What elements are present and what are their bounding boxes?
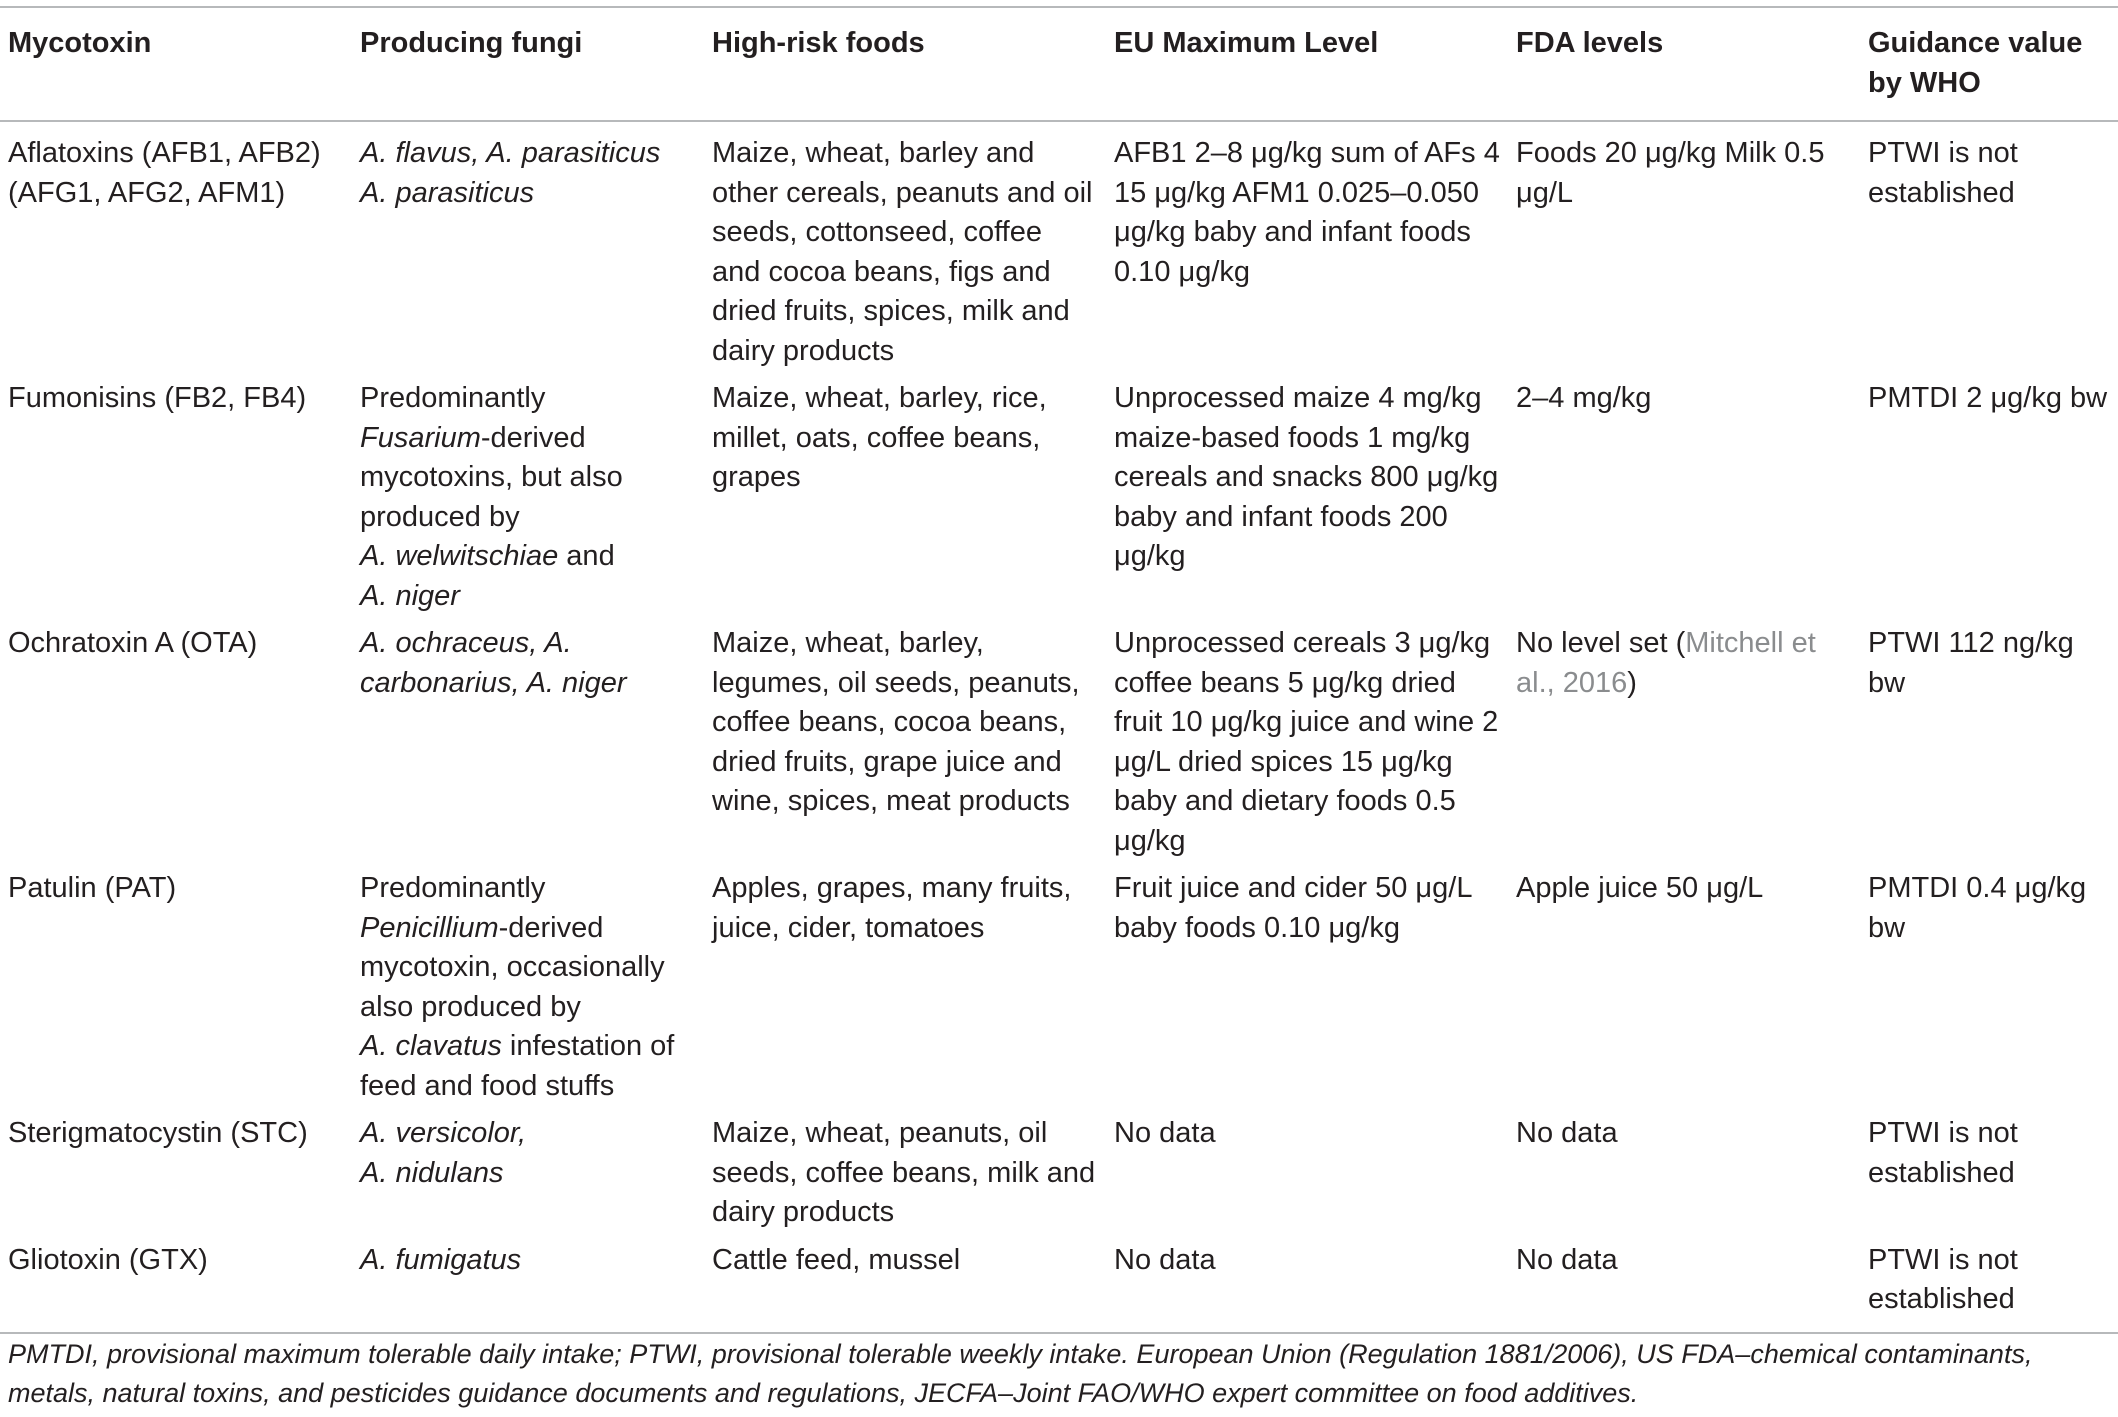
fungi-text: and: [558, 540, 615, 572]
table-row: [0, 375, 2118, 620]
high-risk-foods-cell: Maize, wheat, peanuts, oil seeds, coffee beans, milk and dairy products: [712, 1117, 1096, 1228]
eu-maximum-level-cell: No data: [1106, 1237, 1508, 1333]
who-guidance-cell: PMTDI 2 μg/kg bw: [1868, 382, 2108, 414]
fda-levels-cell: Foods 20 μg/kg Milk 0.5 μg/L: [1516, 137, 1825, 209]
fungi-text: Predominantly: [360, 872, 546, 904]
fda-text: ): [1627, 666, 1637, 699]
eu-maximum-level-cell: Unprocessed maize 4 mg/kg maize-based foods 1 mg/kg cereals and snacks 800 μg/kg baby and infant foods 200 μg/kg: [1114, 382, 1499, 572]
header-who-guidance: Guidance value by WHO: [1860, 7, 2118, 121]
fungi-species: A. welwitschiae: [360, 540, 559, 572]
eu-maximum-level-cell: AFB1 2–8 μg/kg sum of AFs 4 15 μg/kg AFM1 0.025–0.050 μg/kg baby and infant foods 0.10 μg/kg: [1114, 137, 1500, 288]
mycotoxin-cell: Gliotoxin (GTX): [0, 1237, 352, 1333]
who-guidance-cell: PTWI 112 ng/kg bw: [1868, 627, 2074, 699]
high-risk-foods-cell: Apples, grapes, many fruits, juice, cider, tomatoes: [712, 872, 1072, 944]
footnote-line: metals, natural toxins, and pesticides guidance documents and regulations, JECFA–Joint FAO/WHO expert committee on food additives.: [8, 1378, 1639, 1408]
producing-fungi-cell: [352, 375, 704, 620]
fda-text: No level set (: [1516, 627, 1686, 659]
fungi-line: A. fumigatus: [360, 1243, 522, 1276]
table-row: [0, 1110, 2118, 1237]
footnote-line: PMTDI, provisional maximum tolerable daily intake; PTWI, provisional tolerable weekly intake. European Union (Regulation 1881/2006), US FDA–chemical contaminants,: [8, 1339, 2033, 1369]
fungi-line: A. versicolor,: [360, 1117, 526, 1149]
fungi-line: A. flavus, A. parasiticus: [360, 137, 661, 169]
table-row: [0, 865, 2118, 1110]
high-risk-foods-cell: Maize, wheat, barley, rice, millet, oats, coffee beans, grapes: [712, 382, 1047, 493]
table-row: [0, 121, 2118, 375]
high-risk-foods-cell: Cattle feed, mussel: [704, 1237, 1106, 1333]
fungi-line: [360, 909, 696, 1028]
fungi-text: -derived mycotoxins, but also produced by: [360, 421, 623, 533]
fda-levels-cell: No data: [1508, 1237, 1860, 1333]
high-risk-foods-cell: Maize, wheat, barley, legumes, oil seeds, peanuts, coffee beans, cocoa beans, dried fruits, grape juice and wine, spices, meat products: [712, 627, 1080, 817]
producing-fungi-cell: [352, 121, 704, 375]
eu-maximum-level-cell: No data: [1114, 1117, 1216, 1149]
fungi-text: infestation of feed and food stuffs: [360, 1030, 675, 1102]
fda-levels-cell: [1508, 620, 1860, 865]
mycotoxin-cell: Patulin (PAT): [8, 872, 177, 904]
mycotoxin-cell: Aflatoxins (AFB1, AFB2) (AFG1, AFG2, AFM1): [8, 137, 321, 209]
producing-fungi-cell: [352, 1110, 704, 1237]
table-footnote: [8, 1335, 2108, 1413]
header-fda-levels: FDA levels: [1508, 7, 1860, 121]
header-high-risk-foods: High-risk foods: [704, 7, 1106, 121]
who-guidance-cell: PTWI is not established: [1868, 1117, 2018, 1189]
producing-fungi-cell: [352, 620, 704, 865]
citation-link[interactable]: Mitchell et al., 2016: [1516, 627, 1816, 699]
fda-levels-cell: No data: [1516, 1117, 1618, 1149]
fungi-line: A. parasiticus: [360, 176, 535, 209]
producing-fungi-cell: [352, 1237, 704, 1333]
who-guidance-cell: PTWI is not established: [1868, 137, 2018, 209]
mycotoxin-cell: Sterigmatocystin (STC): [8, 1117, 308, 1149]
mycotoxin-table: [0, 6, 2118, 1334]
header-producing-fungi: Producing fungi: [352, 7, 704, 121]
table-row: [0, 1237, 2118, 1333]
header-eu-maximum-level: EU Maximum Level: [1106, 7, 1508, 121]
fungi-line: A. ochraceus, A. carbonarius, A. niger: [360, 627, 627, 699]
fungi-line: A. nidulans: [360, 1156, 504, 1189]
fda-levels-cell: 2–4 mg/kg: [1516, 382, 1652, 414]
fungi-line: [360, 1027, 696, 1106]
producing-fungi-cell: [352, 865, 704, 1110]
eu-maximum-level-cell: Fruit juice and cider 50 μg/L baby foods 0.10 μg/kg: [1114, 872, 1472, 944]
fungi-line: [360, 419, 696, 538]
fungi-line: [360, 537, 696, 577]
high-risk-foods-cell: Maize, wheat, barley and other cereals, peanuts and oil seeds, cottonseed, coffee and cocoa beans, figs and dried fruits, spices, milk and dairy products: [712, 137, 1093, 367]
fungi-genus: Penicillium: [360, 911, 499, 944]
fungi-species: A. niger: [360, 579, 460, 612]
fungi-genus: Fusarium: [360, 421, 481, 454]
fungi-text: -derived mycotoxin, occasionally also produced by: [360, 911, 665, 1023]
eu-maximum-level-cell: Unprocessed cereals 3 μg/kg coffee beans 5 μg/kg dried fruit 10 μg/kg juice and wine 2 μg/L dried spices 15 μg/kg baby and dietary foods 0.5 μg/kg: [1114, 627, 1499, 857]
fungi-text: Predominantly: [360, 382, 546, 414]
table-row: [0, 620, 2118, 865]
header-mycotoxin: Mycotoxin: [0, 7, 352, 121]
mycotoxin-cell: Ochratoxin A (OTA): [8, 627, 258, 659]
who-guidance-cell: PMTDI 0.4 μg/kg bw: [1868, 872, 2087, 944]
fungi-species: A. clavatus: [360, 1030, 502, 1062]
who-guidance-cell: PTWI is not established: [1860, 1237, 2118, 1333]
header-row: [0, 7, 2118, 121]
fda-levels-cell: Apple juice 50 μg/L: [1516, 872, 1764, 904]
mycotoxin-cell: Fumonisins (FB2, FB4): [8, 382, 307, 414]
